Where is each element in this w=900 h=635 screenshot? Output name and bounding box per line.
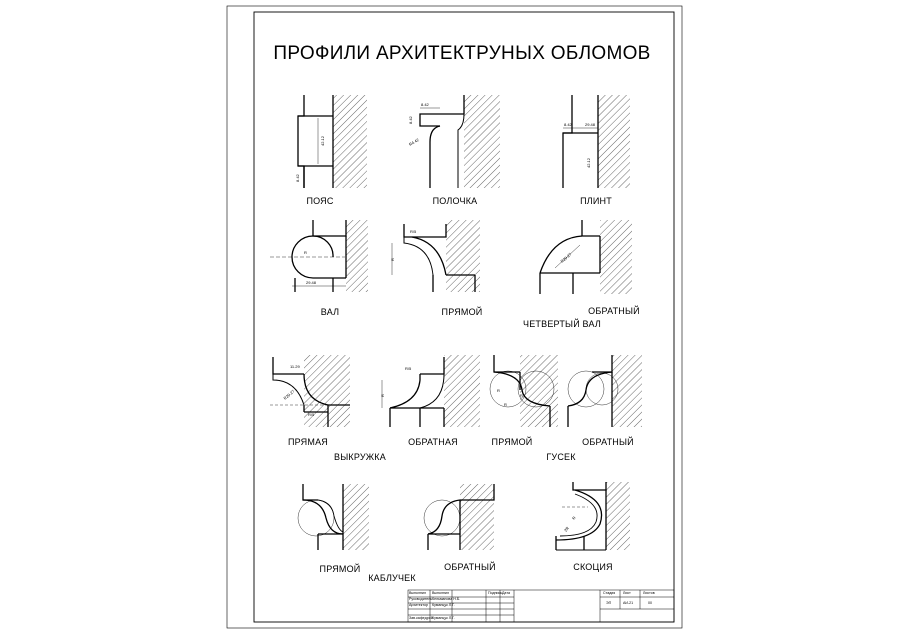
tb-sheet-value: АИ-21 bbox=[623, 601, 634, 605]
profile-chetvert-pryamoy bbox=[390, 220, 480, 292]
svg-text:R: R bbox=[380, 394, 385, 397]
svg-text:R/5: R/5 bbox=[410, 229, 417, 234]
profile-plint bbox=[563, 95, 630, 188]
label-vykruzhka-group: ВЫКРУЖКА bbox=[334, 452, 386, 462]
profile-gusek-pryamoy bbox=[490, 355, 558, 427]
tb-row-3-name: Куманцук Л.Г. bbox=[432, 603, 455, 607]
label-gusek-group: ГУСЕК bbox=[546, 452, 576, 462]
svg-text:R/5: R/5 bbox=[405, 366, 412, 371]
label-kabluchek-pryamoy: ПРЯМОЙ bbox=[319, 564, 361, 574]
svg-text:R: R bbox=[390, 258, 395, 261]
svg-text:R: R bbox=[520, 393, 523, 398]
profile-kabluchek-pryamoy bbox=[298, 484, 369, 550]
svg-text:R: R bbox=[570, 515, 577, 521]
profile-gusek-obratny bbox=[568, 355, 642, 427]
svg-text:42.12: 42.12 bbox=[320, 135, 325, 146]
tb-col-2: Подпись bbox=[488, 591, 503, 595]
svg-text:8.42: 8.42 bbox=[564, 122, 572, 127]
svg-text:8.42: 8.42 bbox=[408, 116, 413, 124]
label-val: ВАЛ bbox=[320, 307, 340, 317]
svg-text:8.42: 8.42 bbox=[295, 174, 300, 182]
svg-text:R: R bbox=[497, 388, 500, 393]
tb-stage-value: ЭП bbox=[606, 601, 612, 605]
label-poyas: ПОЯС bbox=[306, 196, 334, 206]
label-kabluchek-obratny: ОБРАТНЫЙ bbox=[444, 562, 496, 572]
profile-kabluchek-obratny bbox=[424, 484, 494, 550]
tb-col-3: Дата bbox=[502, 591, 510, 595]
label-skotsiya: СКОЦИЯ bbox=[573, 562, 613, 572]
svg-text:R4.42: R4.42 bbox=[408, 137, 420, 147]
profile-chetvert-obratny bbox=[540, 220, 632, 294]
tb-sheets-value: 00 bbox=[648, 601, 652, 605]
label-kabluchek-group: КАБЛУЧЕК bbox=[368, 573, 416, 583]
tb-row-2-role: Руководитель bbox=[409, 597, 433, 601]
label-gusek-pryamoy: ПРЯМОЙ bbox=[491, 437, 533, 447]
profile-poyas bbox=[295, 95, 367, 188]
svg-text:R29.27: R29.27 bbox=[282, 388, 296, 401]
label-chetvert-obratny: ОБРАТНЫЙ bbox=[588, 306, 640, 316]
tb-row-4-name: Куманцук Л.Г. bbox=[432, 616, 455, 620]
label-chetvert-pryamoy: ПРЯМОЙ bbox=[441, 307, 483, 317]
svg-text:R: R bbox=[304, 250, 307, 255]
tb-row-2-name: Кельманова Н.Б. bbox=[432, 597, 461, 601]
tb-col-1: Выполнил bbox=[432, 591, 450, 595]
svg-text:29.48: 29.48 bbox=[585, 122, 596, 127]
label-gusek-obratny: ОБРАТНЫЙ bbox=[582, 437, 634, 447]
label-plint: ПЛИНТ bbox=[580, 196, 612, 206]
svg-text:2R: 2R bbox=[562, 525, 571, 533]
tb-row-4-role: Зав.кафедрой bbox=[409, 616, 433, 620]
svg-text:42.12: 42.12 bbox=[586, 157, 591, 168]
label-polochka: ПОЛОЧКА bbox=[432, 196, 478, 206]
label-chetvert-group: ЧЕТВЕРТЫЙ ВАЛ bbox=[523, 319, 601, 329]
tb-sheet-label: Лист bbox=[623, 591, 631, 595]
svg-text:11.29: 11.29 bbox=[290, 364, 300, 369]
svg-text:29.48: 29.48 bbox=[306, 280, 317, 285]
tb-row-3-role: Архитектор bbox=[409, 603, 428, 607]
tb-sheets-label: Листов bbox=[643, 591, 655, 595]
sheet-title: ПРОФИЛИ АРХИТЕКТРУНЫХ ОБЛОМОВ bbox=[273, 43, 651, 64]
svg-text:R/5: R/5 bbox=[308, 412, 315, 417]
label-vykruzhka-pryamaya: ПРЯМАЯ bbox=[288, 437, 328, 447]
tb-row-1-role: Выполнил bbox=[409, 591, 427, 595]
svg-text:R: R bbox=[504, 402, 507, 407]
svg-text:R29.27: R29.27 bbox=[559, 251, 573, 264]
tb-stage-label: Стадия bbox=[603, 591, 616, 595]
svg-text:8.42: 8.42 bbox=[421, 102, 429, 107]
label-vykruzhka-obratnaya: ОБРАТНАЯ bbox=[408, 437, 458, 447]
profile-vykruzhka-obratnaya bbox=[380, 355, 480, 427]
profile-skotsiya bbox=[556, 482, 630, 550]
profile-vykruzhka-pryamaya bbox=[270, 355, 350, 427]
profile-val bbox=[270, 220, 368, 292]
profile-polochka bbox=[408, 95, 500, 188]
